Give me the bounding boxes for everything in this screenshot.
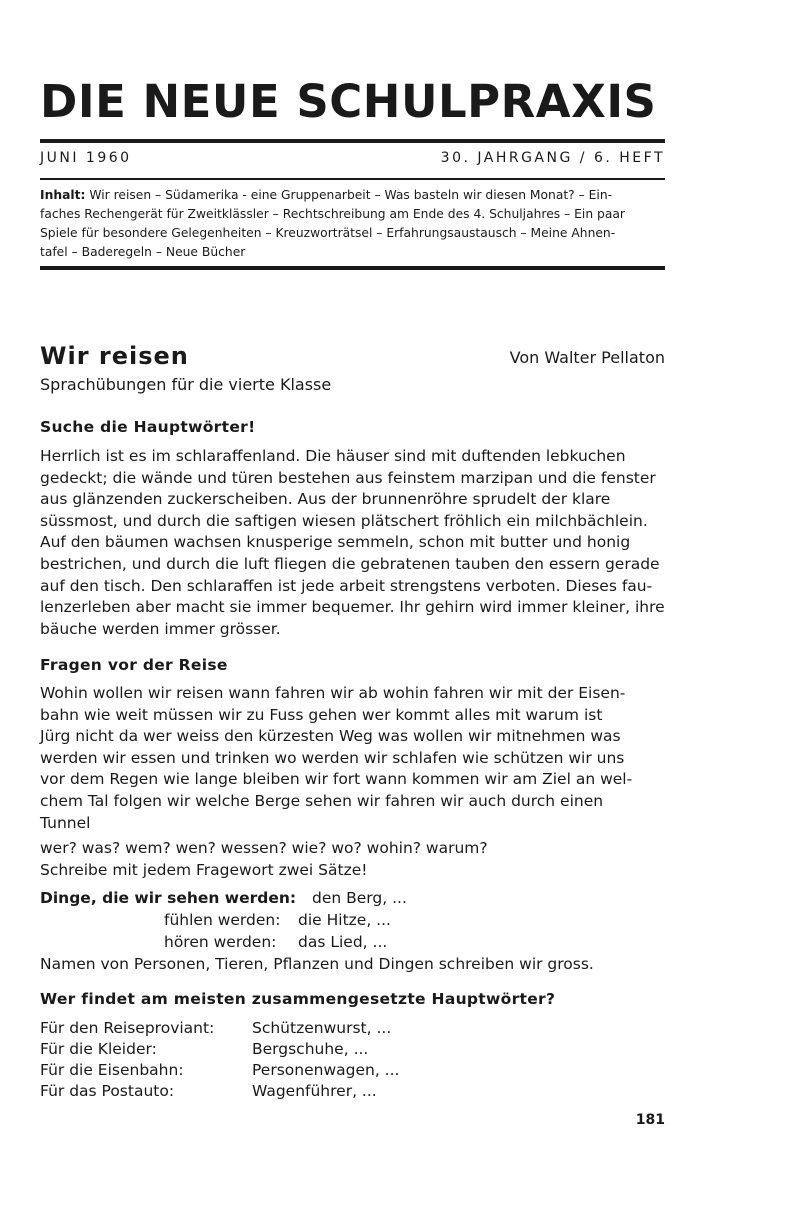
article-subtitle: Sprachübungen für die vierte Klasse (40, 375, 332, 394)
text-line: Jürg nicht da wer weiss den kürzesten Weg was wollen wir mitnehmen was (40, 727, 621, 746)
text-line: Auf den bäumen wachsen knusperige semmeln, schon mit butter und honig (40, 533, 631, 552)
things-row (40, 931, 665, 953)
contents-rule (40, 266, 665, 270)
things-object: den Berg, ... (312, 889, 407, 907)
contents-line: tafel – Baderegeln – Neue Bücher (40, 245, 246, 259)
compound-row (40, 1039, 665, 1060)
contents-label: Inhalt: (40, 188, 86, 202)
question-words-block (40, 838, 665, 881)
journal-page (40, 0, 665, 1223)
text-line: gedeckt; die wände und türen bestehen aus feinstem marzipan und die fenster (40, 468, 656, 487)
question-words: wer? was? wem? wen? wessen? wie? wo? wohin? warum? (40, 839, 488, 857)
article-title: Wir reisen (40, 342, 189, 370)
text-line: aus glänzenden zuckerscheiben. Aus der brunnenröhre sprudelt der klare (40, 490, 611, 509)
compound-example: Bergschuhe, ... (252, 1040, 369, 1058)
text-line: Herrlich ist es im schlaraffenland. Die häuser sind mit duftenden lebkuchen (40, 447, 626, 465)
things-verb: fühlen werden: (164, 911, 281, 929)
masthead-rule (40, 139, 665, 143)
compound-row (40, 1060, 665, 1081)
compound-nouns-list (40, 1018, 665, 1102)
issue-rule (40, 178, 665, 180)
text-line: bahn wie weit müssen wir zu Fuss gehen wer kommt alles mit warum ist (40, 705, 603, 724)
text-line: Tunnel (40, 813, 91, 832)
compound-category: Für das Postauto: (40, 1082, 175, 1100)
things-object: das Lied, ... (298, 933, 388, 951)
issue-volume: 30. JAHRGANG / 6. HEFT (440, 150, 665, 166)
capitalization-rule: Namen von Personen, Tieren, Pflanzen und Dingen schreiben wir gross. (40, 955, 594, 973)
things-label: Dinge, die wir sehen werden: (40, 889, 297, 907)
nouns-paragraph (40, 446, 665, 640)
contents-line: faches Rechengerät für Zweitklässler – Rechtschreibung am Ende des 4. Schuljahres – Ein paar (40, 207, 625, 221)
text-line: werden wir essen und trinken wo werden wir schlafen wie schützen wir uns (40, 748, 625, 767)
text-line: bäuche werden immer grösser. (40, 619, 281, 638)
compound-example: Wagenführer, ... (252, 1082, 377, 1100)
things-row (40, 887, 665, 909)
page-number: 181 (635, 1112, 665, 1128)
instruction-text: Schreibe mit jedem Fragewort zwei Sätze! (40, 860, 368, 879)
compound-category: Für die Kleider: (40, 1040, 157, 1058)
text-line: chem Tal folgen wir welche Berge sehen wir fahren wir auch durch einen (40, 791, 604, 810)
issue-date: JUNI 1960 (40, 150, 132, 166)
section-heading-compounds: Wer findet am meisten zusammengesetzte Hauptwörter? (40, 990, 556, 1008)
table-of-contents (40, 186, 665, 262)
text-line: Wohin wollen wir reisen wann fahren wir ab wohin fahren wir mit der Eisen- (40, 684, 626, 702)
text-line: auf den tisch. Den schlaraffen ist jede arbeit strengstens verboten. Dieses fau- (40, 576, 653, 595)
section-heading-nouns: Suche die Hauptwörter! (40, 418, 256, 436)
compound-example: Personenwagen, ... (252, 1061, 400, 1079)
compound-row (40, 1018, 665, 1039)
issue-info (40, 150, 665, 170)
text-line: süssmost, und durch die saftigen wiesen plätschert fröhlich ein milchbächlein. (40, 511, 648, 530)
article-author: Von Walter Pellaton (509, 348, 665, 367)
masthead-title: DIE NEUE SCHULPRAXIS (40, 75, 657, 128)
contents-line: Spiele für besondere Gelegenheiten – Kreuzworträtsel – Erfahrungsaustausch – Meine Ahnen- (40, 226, 616, 240)
contents-line: Wir reisen – Südamerika - eine Gruppenarbeit – Was basteln wir diesen Monat? – Ein- (89, 188, 613, 202)
text-line: vor dem Regen wie lange bleiben wir fort wann kommen wir am Ziel an wel- (40, 770, 633, 789)
things-row (40, 909, 665, 931)
compound-example: Schützenwurst, ... (252, 1019, 392, 1037)
text-line: bestrichen, und durch die luft fliegen die gebratenen tauben den essern gerade (40, 554, 660, 573)
section-heading-questions: Fragen vor der Reise (40, 656, 228, 674)
things-list (40, 887, 665, 975)
compound-row (40, 1081, 665, 1102)
things-verb: hören werden: (164, 933, 277, 951)
compound-category: Für die Eisenbahn: (40, 1061, 184, 1079)
compound-category: Für den Reiseproviant: (40, 1019, 215, 1037)
text-line: lenzerleben aber macht sie immer bequemer. Ihr gehirn wird immer kleiner, ihre (40, 598, 665, 617)
questions-paragraph (40, 683, 665, 834)
things-object: die Hitze, ... (298, 911, 391, 929)
